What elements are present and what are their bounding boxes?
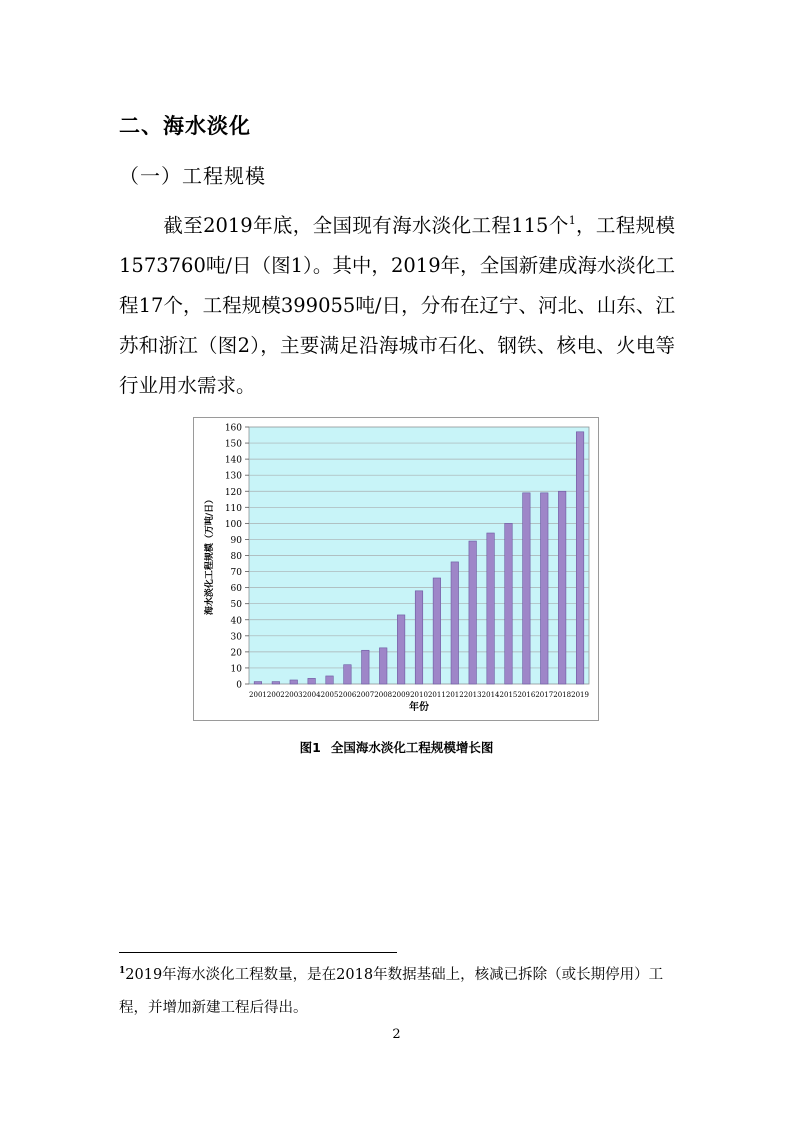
x-tick-label: 2006 <box>338 691 357 699</box>
bar-2017 <box>541 493 549 684</box>
y-tick-label: 140 <box>224 455 242 466</box>
bar-2009 <box>397 615 405 684</box>
y-tick-label: 20 <box>230 648 242 659</box>
x-tick-label: 2009 <box>392 691 411 699</box>
figure-caption-text: 全国海水淡化工程规模增长图 <box>330 740 494 755</box>
x-tick-label: 2005 <box>320 691 339 699</box>
subsection-heading: （一）工程规模 <box>119 164 266 188</box>
footnote-reference[interactable]: 1 <box>568 214 576 227</box>
figure-caption-number: 图1 <box>299 740 321 755</box>
y-tick-label: 90 <box>230 535 242 546</box>
bar-2003 <box>290 680 298 684</box>
x-tick-label: 2015 <box>499 691 518 699</box>
bar-2008 <box>379 648 387 684</box>
y-tick-label: 110 <box>224 503 242 514</box>
bar-2002 <box>272 682 280 684</box>
footnote-divider <box>119 952 397 953</box>
x-axis-label: 年份 <box>409 702 429 713</box>
bar-2011 <box>433 578 441 684</box>
bar-2018 <box>558 491 566 684</box>
x-tick-label: 2007 <box>356 691 375 699</box>
y-tick-label: 0 <box>236 680 242 691</box>
x-tick-label: 2003 <box>284 691 303 699</box>
section-heading: 二、海水淡化 <box>119 114 251 138</box>
bar-2010 <box>415 591 423 684</box>
bar-2005 <box>326 676 334 684</box>
bar-2013 <box>469 541 477 684</box>
x-tick-label: 2017 <box>535 691 554 699</box>
footnote <box>119 959 679 1025</box>
x-tick-label: 2011 <box>427 691 446 699</box>
y-axis-label: 海水淡化工程规模（万吨/日） <box>205 494 215 616</box>
y-tick-label: 100 <box>224 519 242 530</box>
bar-2004 <box>308 678 316 684</box>
x-tick-label: 2018 <box>553 691 572 699</box>
y-tick-label: 60 <box>230 584 242 595</box>
footnote-text: 2019年海水淡化工程数量，是在2018年数据基础上，核减已拆除（或长期停用）工程，并增加新建工程后得出。 <box>119 967 664 1016</box>
y-tick-label: 80 <box>230 552 242 562</box>
y-tick-label: 40 <box>230 616 242 627</box>
x-tick-label: 2019 <box>571 691 589 699</box>
y-tick-label: 130 <box>224 471 242 482</box>
x-tick-label: 2016 <box>517 691 536 699</box>
y-tick-label: 30 <box>230 632 242 643</box>
bar-2014 <box>487 533 495 684</box>
chart-frame <box>193 417 599 721</box>
x-tick-label: 2013 <box>463 691 482 699</box>
bar-2007 <box>362 650 370 684</box>
paragraph-text-part1: 截至2019年底，全国现有海水淡化工程115个 <box>163 214 569 237</box>
y-tick-label: 160 <box>224 423 242 434</box>
bar-2012 <box>451 562 459 684</box>
bar-2001 <box>254 682 262 684</box>
paragraph-text-part2: ，工程规模1573760吨/日（图1）。其中，2019年，全国新建成海水淡化工程17个，工程规模399055吨/日，分布在辽宁、河北、山东、江苏和浙江（图2），主要满足沿海城市石化、钢铁、核电、火电等行业用水需求。 <box>119 214 675 397</box>
body-paragraph <box>119 206 675 406</box>
bar-2019 <box>576 432 584 684</box>
x-tick-label: 2001 <box>249 691 267 699</box>
y-tick-label: 120 <box>224 487 242 498</box>
x-tick-label: 2002 <box>266 691 285 699</box>
bar-2015 <box>505 523 513 684</box>
x-tick-label: 2008 <box>374 691 393 699</box>
y-axis-ticks <box>225 424 249 691</box>
bar-chart <box>194 418 600 722</box>
x-tick-label: 2014 <box>481 691 500 699</box>
x-tick-label: 2004 <box>302 691 321 699</box>
bar-2016 <box>523 493 531 684</box>
y-tick-label: 70 <box>230 568 242 579</box>
x-axis-ticks <box>249 691 589 699</box>
figure-caption <box>0 738 793 756</box>
x-tick-label: 2010 <box>410 691 428 699</box>
x-tick-label: 2012 <box>445 691 464 699</box>
bar-2006 <box>344 665 352 684</box>
page-number: 2 <box>392 1027 401 1042</box>
y-tick-label: 10 <box>230 664 242 675</box>
y-tick-label: 50 <box>230 600 242 611</box>
y-tick-label: 150 <box>224 439 242 450</box>
footnote-marker: 1 <box>119 966 126 976</box>
